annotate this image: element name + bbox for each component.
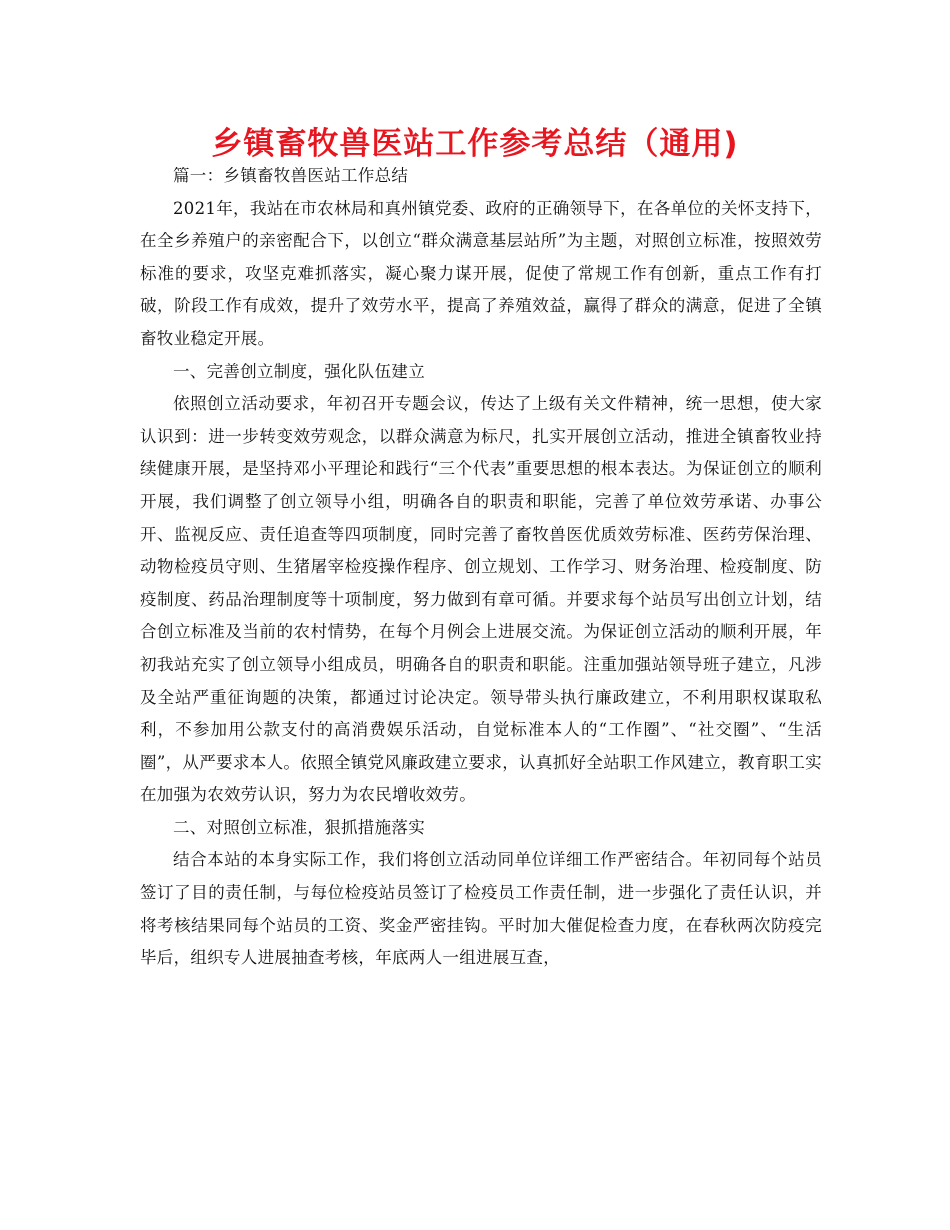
paragraph-section-2: 结合本站的本身实际工作，我们将创立活动同单位详细工作严密结合。年初同每个站员签订了目的责任制，与每位检疫站员签订了检疫员工作责任制，进一步强化了责任认识，并将考核结果同每个站员的工资、奖金严密挂钩。平时加大催促检查力度，在春秋两次防疫完毕后，组织专人进展抽查考核，年底两人一组进展互查， xyxy=(140,850,822,968)
section-heading-1: 一、完善创立制度，强化队伍建立 xyxy=(173,361,425,381)
section-heading-2: 二、对照创立标准，狠抓措施落实 xyxy=(173,817,425,837)
paragraph-section-1: 依照创立活动要求，年初召开专题会议，传达了上级有关文件精神，统一思想，使大家认识到：进一步转变效劳观念，以群众满意为标尺，扎实开展创立活动，推进全镇畜牧业持续健康开展，是坚持邓小平理论和践行“三个代表”重要思想的根本表达。为保证创立的顺利开展，我们调整了创立领导小组，明确各自的职责和职能，完善了单位效劳承诺、办事公开、监视反应、责任追查等四项制度，同时完善了畜牧兽医优质效劳标准、医药劳保治理、动物检疫员守则、生猪屠宰检疫操作程序、创立规划、工作学习、财务治理、检疫制度、防疫制度、药品治理制度等十项制度，努力做到有章可循。并要求每个站员写出创立计划，结合创立标准及当前的农村情势，在每个月例会上进展交流。为保证创立活动的顺利开展，年初我站充实了创立领导小组成员，明确各自的职责和职能。注重加强站领导班子建立，凡涉及全站严重征询题的决策，都通过讨论决定。领导带头执行廉政建立，不利用职权谋取私利，不参加用公款支付的高消费娱乐活动，自觉标准本人的“工作圈”、“社交圈”、“生活圈”，从严要求本人。依照全镇党风廉政建立要求，认真抓好全站职工作风建立，教育职工实在加强为农效劳认识，努力为农民增收效劳。 xyxy=(140,394,822,805)
document-body xyxy=(140,160,822,975)
section-heading-part1: 篇一：乡镇畜牧兽医站工作总结 xyxy=(173,166,409,185)
paragraph-intro: 2021年，我站在市农林局和真州镇党委、政府的正确领导下，在各单位的关怀支持下，在全乡养殖户的亲密配合下，以创立“群众满意基层站所”为主题，对照创立标准，按照效劳标准的要求，攻坚克难抓落实，凝心聚力谋开展，促使了常规工作有创新，重点工作有打破，阶段工作有成效，提升了效劳水平，提高了养殖效益，赢得了群众的满意，促进了全镇畜牧业稳定开展。 xyxy=(140,198,822,348)
document-title: 乡镇畜牧兽医站工作参考总结（通用) xyxy=(211,126,739,162)
